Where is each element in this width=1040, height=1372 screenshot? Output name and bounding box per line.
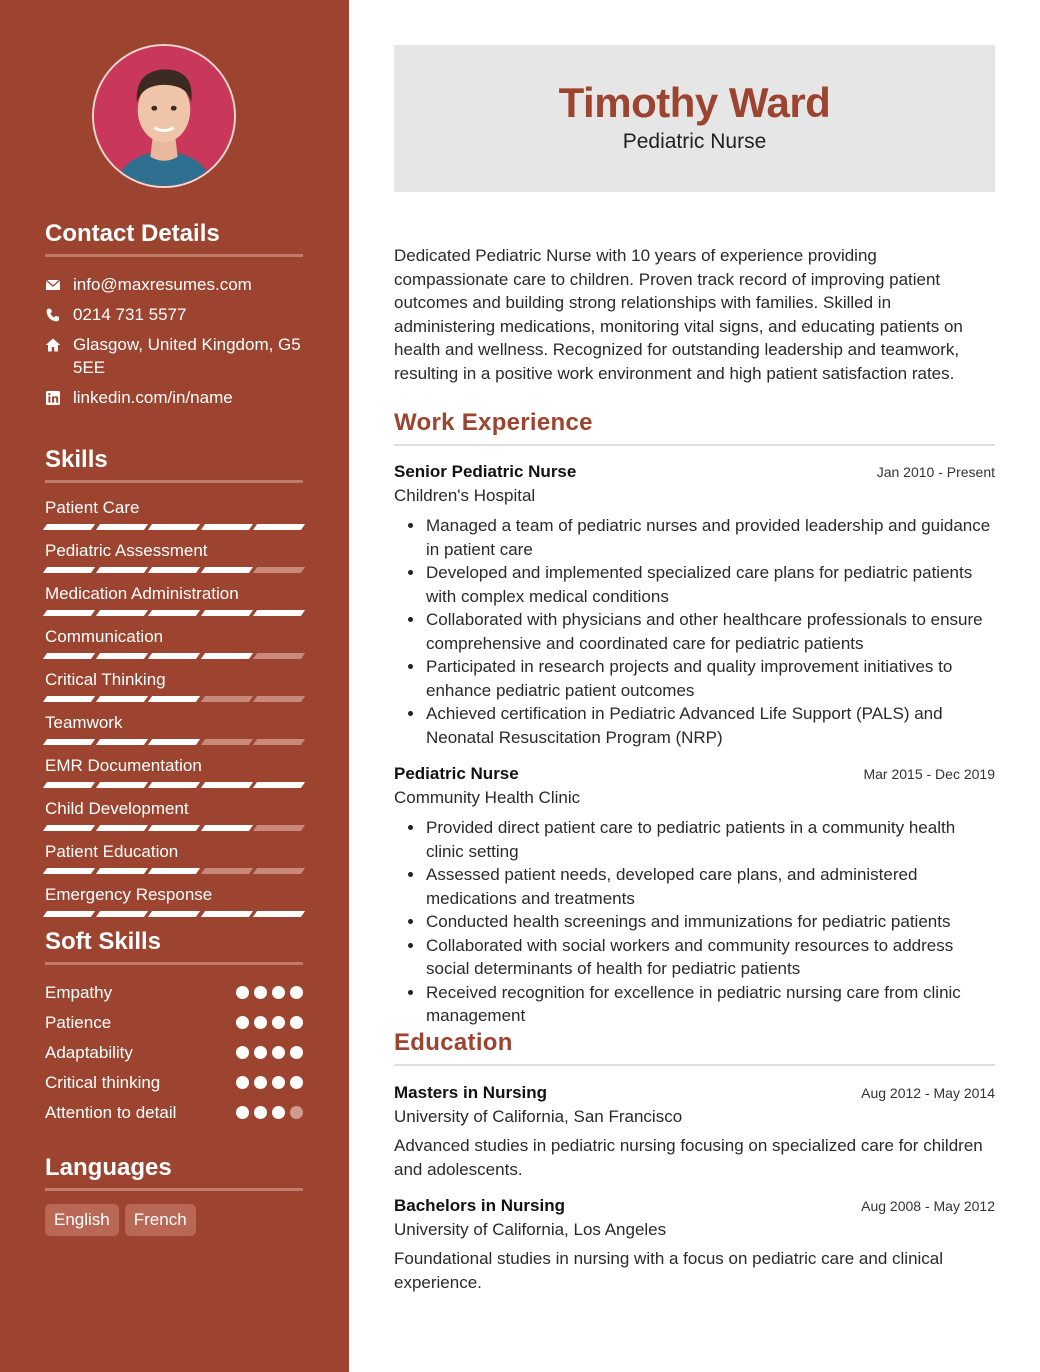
name-header [394, 45, 995, 192]
contact-address [45, 333, 303, 379]
education-entry [394, 1195, 995, 1294]
skill-level-bar [45, 825, 303, 831]
soft-skill-item [45, 981, 303, 1011]
divider [45, 254, 303, 257]
work-experience-section [394, 409, 995, 1028]
soft-skill-dot [254, 1106, 267, 1119]
soft-skill-dot [236, 1076, 249, 1089]
skill-level-segment [43, 696, 95, 702]
soft-skill-dot [254, 1016, 267, 1029]
job-organization: Community Health Clinic [394, 788, 581, 807]
skill-name: Teamwork [45, 713, 123, 732]
skill-item [45, 798, 303, 841]
job-organization: Children's Hospital [394, 486, 536, 505]
education-heading: Education [394, 1029, 513, 1056]
skill-name: Child Development [45, 799, 189, 818]
soft-skills-section [45, 928, 303, 1131]
skill-level-bar [45, 653, 303, 659]
language-list [45, 1204, 303, 1236]
education-school: University of California, Los Angeles [394, 1220, 667, 1239]
skill-item [45, 841, 303, 884]
skill-level-segment [43, 782, 95, 788]
contact-email-text: info@maxresumes.com [73, 275, 252, 294]
job-entry [394, 763, 995, 1028]
soft-skill-dot [272, 1046, 285, 1059]
avatar [92, 44, 236, 188]
soft-skill-name: Critical thinking [45, 1073, 161, 1092]
soft-skill-dot [290, 986, 303, 999]
job-bullet: Developed and implemented specialized care plans for pediatric patients with complex medical conditions [394, 561, 995, 608]
soft-skill-item [45, 1101, 303, 1131]
soft-skill-dot [272, 1076, 285, 1089]
soft-skill-dot [290, 1046, 303, 1059]
soft-skill-dots [236, 1071, 303, 1089]
skill-level-segment [253, 782, 305, 788]
language-badge: English [45, 1204, 119, 1236]
divider [394, 444, 995, 446]
job-dates: Mar 2015 - Dec 2019 [863, 766, 995, 782]
skill-level-bar [45, 782, 303, 788]
skill-level-segment [95, 868, 147, 874]
soft-skill-list [45, 981, 303, 1131]
skill-level-segment [148, 825, 200, 831]
soft-skill-dot [236, 986, 249, 999]
soft-skill-name: Empathy [45, 983, 113, 1002]
job-bullet: Participated in research projects and quality improvement initiatives to enhance pediatric patient outcomes [394, 655, 995, 702]
soft-skill-dot [236, 1016, 249, 1029]
skill-level-bar [45, 524, 303, 530]
job-bullet: Collaborated with physicians and other healthcare professionals to ensure comprehensive and coordinated care for pediatric patients [394, 608, 995, 655]
soft-skill-item [45, 1011, 303, 1041]
skills-section [45, 446, 303, 927]
phone-icon [45, 303, 73, 326]
job-bullets [394, 816, 995, 1028]
education-degree: Masters in Nursing [394, 1083, 548, 1102]
education-dates: Aug 2012 - May 2014 [861, 1085, 995, 1101]
soft-skill-name: Patience [45, 1013, 112, 1032]
soft-skill-dot [272, 986, 285, 999]
education-description: Advanced studies in pediatric nursing focusing on specialized care for children and adolescents. [394, 1136, 983, 1179]
skill-level-segment [148, 868, 200, 874]
skill-level-segment [201, 653, 253, 659]
skill-level-segment [253, 739, 305, 745]
skill-level-segment [95, 782, 147, 788]
contact-linkedin-text: linkedin.com/in/name [73, 388, 233, 407]
home-icon [45, 333, 73, 356]
contact-email[interactable] [45, 273, 303, 296]
job-bullet: Managed a team of pediatric nurses and provided leadership and guidance in patient care [394, 514, 995, 561]
skill-item [45, 884, 303, 927]
skill-level-segment [201, 825, 253, 831]
soft-skill-dot [290, 1016, 303, 1029]
job-bullet: Collaborated with social workers and community resources to address social determinants of health for pediatric patients [394, 934, 995, 981]
job-bullet: Achieved certification in Pediatric Advanced Life Support (PALS) and Neonatal Resuscitation Program (NRP) [394, 702, 995, 749]
skill-list [45, 497, 303, 927]
job-bullet: Provided direct patient care to pediatric patients in a community health clinic setting [394, 816, 995, 863]
skill-level-segment [95, 610, 147, 616]
skill-level-segment [148, 782, 200, 788]
soft-skill-dot [236, 1046, 249, 1059]
education-entry [394, 1082, 995, 1181]
skill-level-bar [45, 696, 303, 702]
candidate-title: Pediatric Nurse [622, 130, 767, 153]
skill-item [45, 497, 303, 540]
contact-phone-text: 0214 731 5577 [73, 305, 187, 324]
skill-level-segment [43, 868, 95, 874]
skill-level-segment [95, 653, 147, 659]
skill-level-segment [148, 739, 200, 745]
skill-level-segment [253, 911, 305, 917]
education-dates: Aug 2008 - May 2012 [861, 1198, 995, 1214]
skill-level-segment [95, 696, 147, 702]
soft-skill-dots [236, 1041, 303, 1059]
skill-name: EMR Documentation [45, 756, 202, 775]
divider [45, 1188, 303, 1191]
skill-level-segment [253, 610, 305, 616]
soft-skill-dot [272, 1106, 285, 1119]
skill-name: Communication [45, 627, 164, 646]
education-section [394, 1029, 995, 1294]
languages-section [45, 1154, 303, 1236]
skill-level-segment [253, 653, 305, 659]
divider [45, 962, 303, 965]
skill-item [45, 669, 303, 712]
soft-skill-name: Adaptability [45, 1043, 133, 1062]
skill-level-segment [201, 610, 253, 616]
skill-level-segment [148, 524, 200, 530]
skill-level-segment [253, 825, 305, 831]
skill-level-segment [201, 524, 253, 530]
job-dates: Jan 2010 - Present [876, 464, 995, 480]
skill-level-segment [148, 567, 200, 573]
skill-name: Patient Care [45, 498, 140, 517]
skill-level-segment [148, 911, 200, 917]
skill-level-segment [201, 868, 253, 874]
soft-skill-item [45, 1071, 303, 1101]
skill-level-bar [45, 739, 303, 745]
education-description: Foundational studies in nursing with a focus on pediatric care and clinical experience. [394, 1249, 944, 1292]
profile-photo [94, 46, 234, 186]
skill-level-segment [95, 911, 147, 917]
education-degree: Bachelors in Nursing [394, 1196, 565, 1215]
skill-level-segment [95, 825, 147, 831]
skill-level-segment [43, 610, 95, 616]
soft-skill-item [45, 1041, 303, 1071]
job-role: Senior Pediatric Nurse [394, 462, 577, 481]
soft-skills-heading: Soft Skills [45, 928, 162, 955]
soft-skill-dots [236, 1011, 303, 1029]
contact-section [45, 220, 303, 416]
skill-level-segment [43, 653, 95, 659]
soft-skill-dot [254, 1046, 267, 1059]
skill-level-bar [45, 911, 303, 917]
skill-level-segment [95, 524, 147, 530]
soft-skill-dots [236, 981, 303, 999]
skill-level-segment [43, 567, 95, 573]
job-bullets [394, 514, 995, 749]
skill-level-segment [43, 739, 95, 745]
skill-level-bar [45, 610, 303, 616]
skill-name: Patient Education [45, 842, 179, 861]
skill-level-segment [201, 739, 253, 745]
skill-level-segment [253, 868, 305, 874]
sidebar [0, 0, 349, 1372]
soft-skill-name: Attention to detail [45, 1103, 177, 1122]
soft-skill-dot [254, 1076, 267, 1089]
skill-item [45, 712, 303, 755]
education-school: University of California, San Francisco [394, 1107, 683, 1126]
languages-heading: Languages [45, 1154, 172, 1181]
language-badge: French [125, 1204, 196, 1236]
soft-skill-dot [254, 986, 267, 999]
soft-skill-dot [290, 1076, 303, 1089]
candidate-name: Timothy Ward [558, 79, 831, 126]
skill-level-segment [148, 653, 200, 659]
soft-skill-dot [272, 1016, 285, 1029]
skill-level-segment [43, 911, 95, 917]
soft-skill-dot [236, 1106, 249, 1119]
soft-skill-dot [290, 1106, 303, 1119]
skill-name: Critical Thinking [45, 670, 166, 689]
skill-level-segment [43, 524, 95, 530]
skill-item [45, 755, 303, 798]
skill-level-segment [201, 696, 253, 702]
job-bullet: Assessed patient needs, developed care plans, and administered medications and treatments [394, 863, 995, 910]
skill-level-segment [253, 567, 305, 573]
skill-name: Pediatric Assessment [45, 541, 208, 560]
divider [394, 1064, 995, 1066]
skill-level-segment [253, 524, 305, 530]
skill-item [45, 540, 303, 583]
work-experience-heading: Work Experience [394, 409, 593, 436]
contact-address-text: Glasgow, United Kingdom, G5 5EE [73, 335, 301, 377]
skill-level-segment [148, 696, 200, 702]
linkedin-icon [45, 386, 73, 409]
skill-level-segment [43, 825, 95, 831]
job-bullet: Received recognition for excellence in pediatric nursing care from clinic management [394, 981, 995, 1028]
envelope-icon [45, 273, 73, 296]
contact-linkedin[interactable] [45, 386, 303, 409]
job-role: Pediatric Nurse [394, 764, 519, 783]
contact-phone[interactable] [45, 303, 303, 326]
skill-level-segment [148, 610, 200, 616]
skill-level-segment [95, 567, 147, 573]
job-bullet: Conducted health screenings and immunizations for pediatric patients [394, 910, 995, 934]
profile-summary: Dedicated Pediatric Nurse with 10 years of experience providing compassionate care to children. Proven track record of improving patient outcomes and building strong relationships with families. Skilled in administering medications, monitoring vital signs, and educating patients on health and wellness. Recognized for outstanding leadership and teamwork, resulting in a positive work environment and high patient satisfaction rates. [394, 246, 963, 383]
skill-name: Medication Administration [45, 584, 239, 603]
skill-level-segment [201, 567, 253, 573]
skill-level-segment [95, 739, 147, 745]
contact-heading: Contact Details [45, 220, 220, 247]
job-entry [394, 461, 995, 749]
contact-list [45, 273, 303, 409]
skill-level-bar [45, 567, 303, 573]
skill-level-segment [201, 782, 253, 788]
skill-level-bar [45, 868, 303, 874]
skill-name: Emergency Response [45, 885, 213, 904]
soft-skill-dots [236, 1101, 303, 1119]
divider [45, 480, 303, 483]
skill-item [45, 583, 303, 626]
skill-level-segment [201, 911, 253, 917]
skill-item [45, 626, 303, 669]
skills-heading: Skills [45, 446, 108, 473]
skill-level-segment [253, 696, 305, 702]
